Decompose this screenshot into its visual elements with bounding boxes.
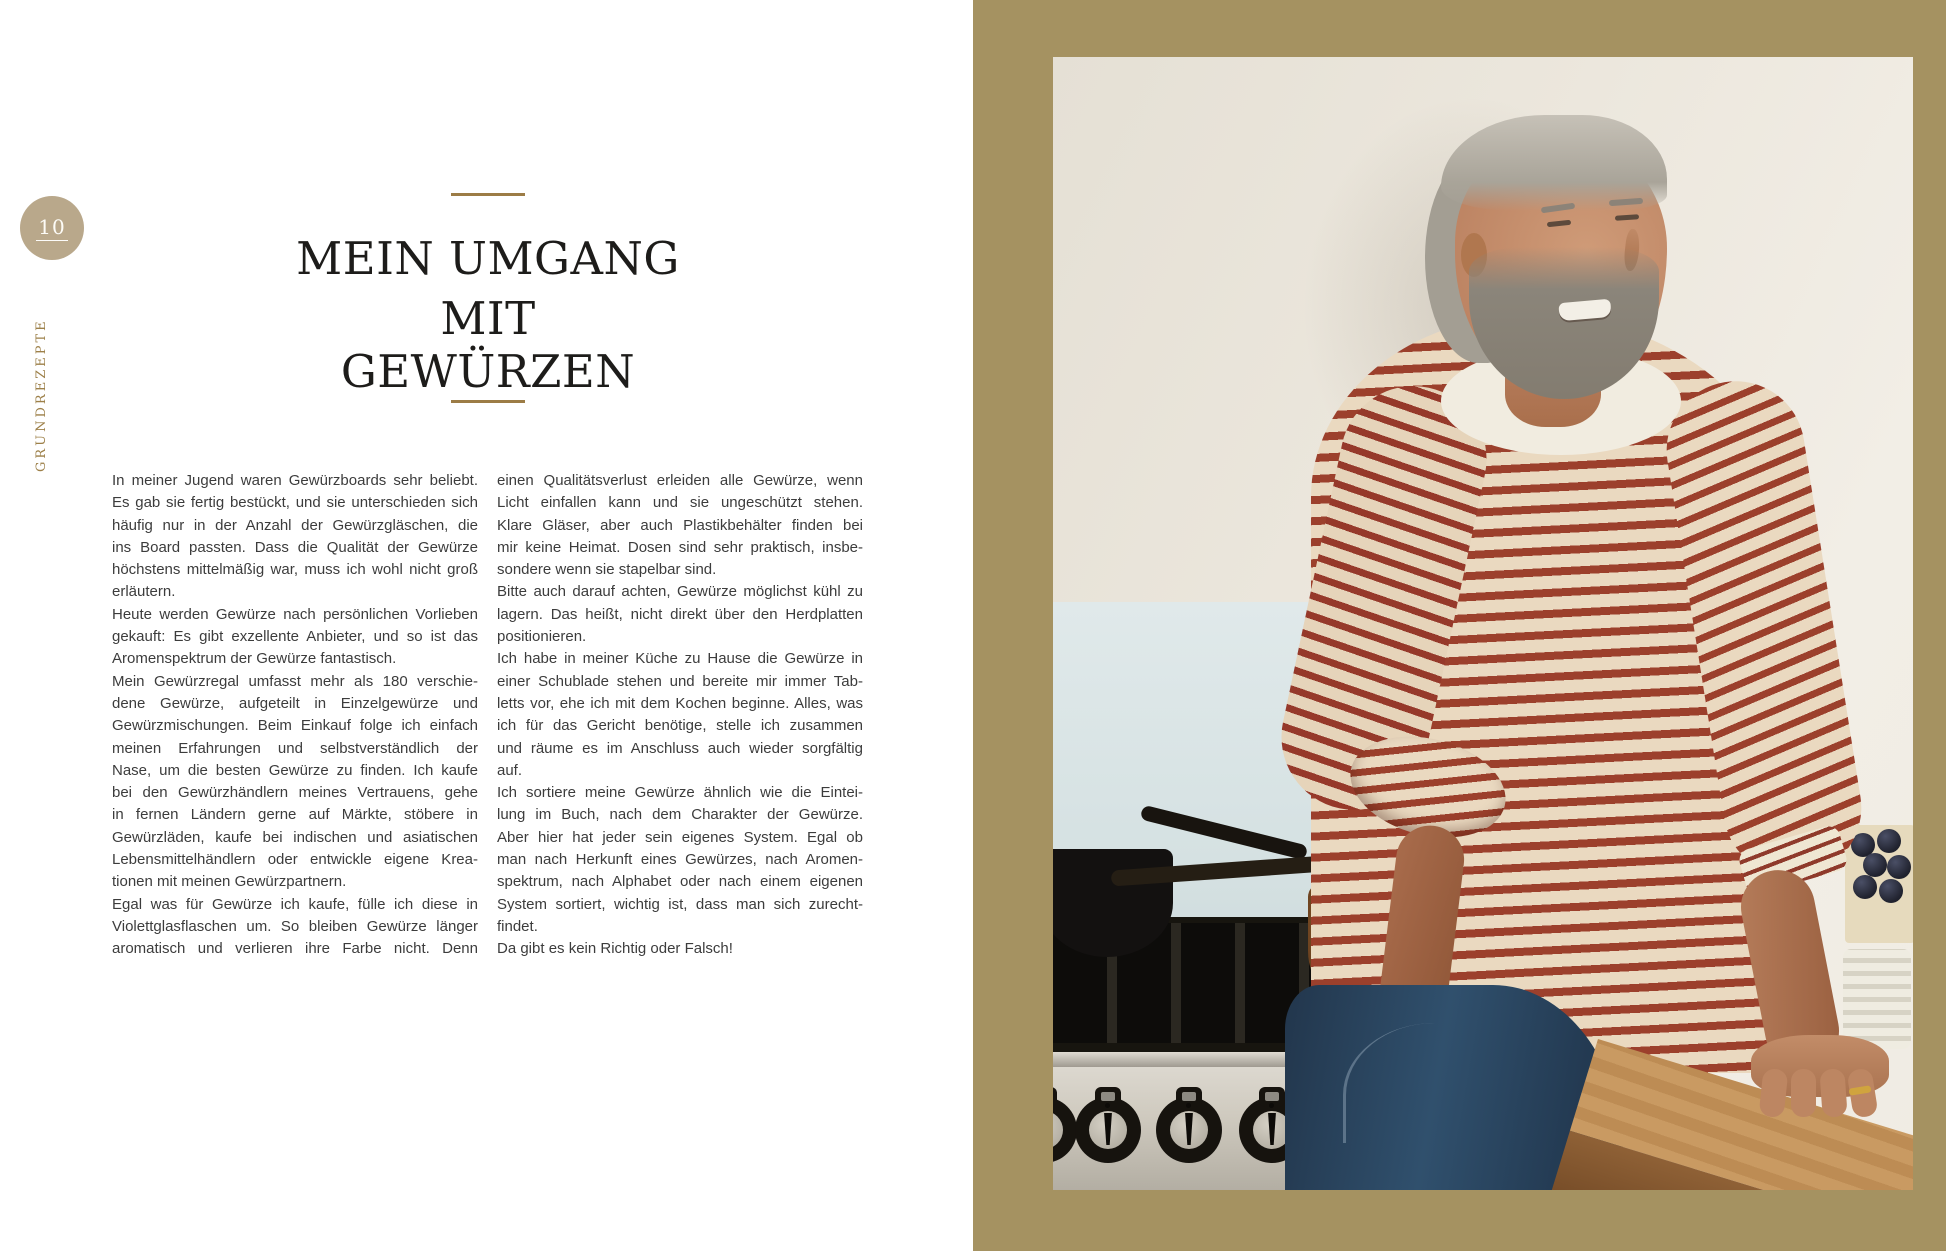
chapter-title-line2: MIT GEWÜRZEN [340,292,636,398]
photo-page-background [973,0,1946,1251]
body-text-line: Heute werden Gewürze nach persönlichen Vorlieben [112,605,478,623]
body-text-line: mir keine Heimat. Dosen sind sehr praktisch, insbe- [497,538,863,556]
grapes [1863,853,1887,877]
body-text-line: Bitte auch darauf achten, Gewürze möglichst kühl zu [497,583,863,601]
body-text-line: Gewürzläden, kaufe bei indischen und asiatischen [112,828,478,846]
body-text-line: spektrum, nach Alphabet oder nach einem eigenen [497,873,863,891]
knob-dot [1186,1103,1191,1108]
body-text-line: ins Board passten. Dass die Qualität der Gewürze [112,538,478,556]
grapes [1877,829,1901,853]
grape-crate [1845,825,1913,943]
body-text-line: auf. [497,761,523,779]
body-text-line: erläutern. [112,583,176,601]
page-number-badge [20,196,84,260]
finger [1759,1068,1789,1118]
finger [1819,1068,1847,1118]
paragraph [112,604,478,671]
body-text-line: Da gibt es kein Richtig oder Falsch! [497,940,733,958]
man-right-hand [1751,1035,1889,1121]
body-text-line: Aromenspektrum der Gewürze fantastisch. [112,650,397,668]
paragraph [112,671,478,894]
body-text-line: man nach Herkunft eines Gewürzes, nach Aromen- [497,851,863,869]
paragraph [497,648,863,782]
chapter-title-line1: MEIN UMGANG [296,232,680,285]
paragraph [497,938,863,960]
body-text-line: Mein Gewürzregal umfasst mehr als 180 verschie- [112,672,478,690]
knob-dot [1269,1103,1274,1108]
body-text-line: sondere wenn sie stapelbar sind. [497,561,717,579]
stove-knob [1075,1097,1141,1163]
paragraph [497,581,863,648]
jeans-pocket-seam [1343,1023,1496,1143]
body-text-line: Klare Gläser, aber auch Plastikbehälter finden bei [497,516,863,534]
grapes [1887,855,1911,879]
finger [1791,1069,1816,1117]
body-text-line: lagern. Das heißt, nicht direkt über den Herdplatten [497,605,863,623]
grapes [1853,875,1877,899]
body-text-line: Lebensmittelhändlern oder entwickle eigene Krea- [112,851,478,869]
body-text-line: höchstens mittelmäßig war, muss ich wohl nicht groß [112,561,478,579]
body-text-line: letts vor, ehe ich mit dem Kochen beginne. Alles, was [497,694,863,712]
body-text-line: und räume es im Anschluss auch wieder sorgfältig [497,739,863,757]
body-text-line: Gewürzmischungen. Beim Einkauf folge ich einfach [112,717,478,735]
body-text-line: Ich sortiere meine Gewürze ähnlich wie die Eintei- [497,784,863,802]
body-text-line: meinen Erfahrungen und selbstverständlich der [112,739,478,757]
kitchen-portrait-photo [1053,57,1913,1190]
body-text-line: einer Schublade stehen und bereite mir immer Tab- [497,672,863,690]
paragraph [497,782,863,938]
body-text-line: In meiner Jugend waren Gewürzboards sehr beliebt. [112,472,478,489]
body-text-line: häufig nur in der Anzahl der Gewürzgläschen, die [112,516,478,534]
body-text-column-left [112,470,478,961]
body-text-line: Nase, um die besten Gewürze zu finden. Ich kaufe [112,761,478,779]
body-text-line: Aber hier hat jeder sein eigenes System. Egal ob [497,828,863,846]
stove-knob [1053,1097,1077,1163]
paragraph [112,470,478,604]
knob-dot [1105,1103,1110,1108]
page-number: 10 [38,215,66,239]
body-text-line: ich für das Gericht benötige, stelle ich zusammen [497,717,863,735]
body-text-line: Es gab sie fertig bestückt, und sie unterschieden sich [112,494,478,512]
knob-tab [1053,1087,1057,1107]
body-text-line: Licht einfallen kann und sie ungeschützt stehen. [497,494,863,512]
body-text-line: lung im Buch, nach dem Charakter der Gewürze. [497,806,863,824]
body-text-line: tionen mit meinen Gewürzpartnern. [112,873,347,891]
body-text-line: Egal was für Gewürze ich kaufe, fülle ich diese in [112,895,478,913]
body-text-line: System sortiert, wichtig ist, dass man sich zurecht- [497,895,863,913]
title-rule-top [451,193,525,196]
body-text-line: gekauft: Es gibt exzellente Anbieter, und so ist das [112,628,478,646]
section-label-vertical: GRUNDREZEPTE [34,318,49,472]
body-text-line: einen Qualitätsverlust erleiden alle Gewürze, wenn [497,472,863,489]
body-text-line: dene Gewürze, aufgeteilt in Einzelgewürze und [112,694,478,712]
body-text-line: in fernen Ländern gerne auf Märkte, stöbere in [112,806,478,824]
ribbed-panel [1843,949,1911,1049]
stove-knob [1156,1097,1222,1163]
grapes [1879,879,1903,903]
title-rule-bottom [451,400,525,403]
body-text-line: positionieren. [497,628,587,646]
body-text-line: Ich habe in meiner Küche zu Hause die Gewürze in [497,650,863,668]
body-text-line: bei den Gewürzhändlern meines Vertrauens, gehe [112,784,478,802]
paragraph [112,894,478,961]
body-text-line: Violettglasflaschen um. So bleiben Gewürze länger [112,917,478,935]
knob-inner [1053,1111,1063,1149]
body-text-line: findet. [497,917,538,935]
paragraph [497,470,863,581]
body-text-line: aromatisch und verlieren ihre Farbe nicht. Denn [112,940,478,958]
body-text-column-right [497,470,863,961]
